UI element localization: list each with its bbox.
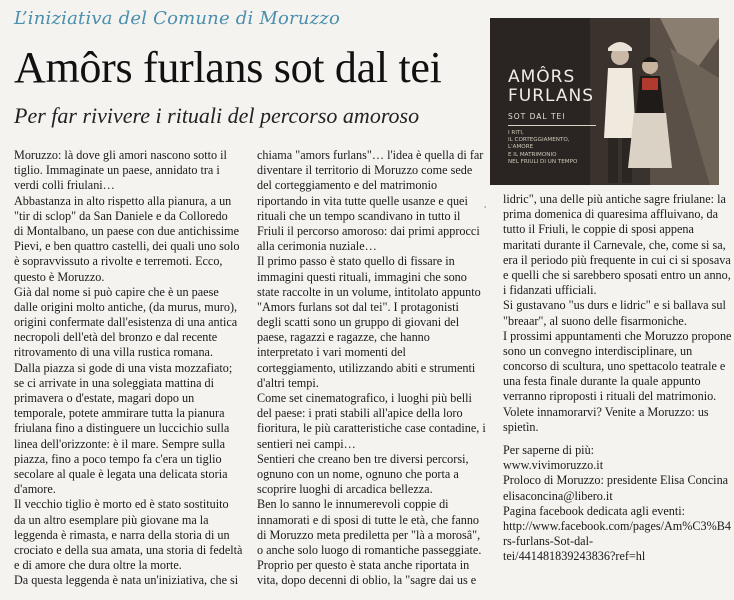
text-line: temporale, potete ammirare tutta la pianura [14, 406, 225, 421]
text-line: Si gustavano "us durs e lidric" e si ballava sul [503, 298, 726, 313]
text-line: primavera o d'estate, magari dopo un [14, 391, 195, 405]
text-line: http://www.facebook.com/pages/Am%C3%B4 [503, 518, 732, 533]
cover-desc-line: E IL MATRIMONIO [508, 151, 557, 158]
text-line: Pievi, e ben quattro castelli, dei quali uno solo [14, 239, 240, 254]
text-line: I prossimi appuntamenti che Moruzzo propone [503, 328, 732, 343]
info-spacer [503, 435, 731, 443]
text-line: Il vecchio tiglio è morto ed è stato sostituito [14, 497, 229, 512]
text-line: Come set cinematografico, i luoghi più belli [257, 391, 472, 405]
cover-subtitle: SOT DAL TEI [508, 112, 566, 121]
text-line: immagini questi rituali, immagini che sono [257, 269, 467, 284]
text-line: di Moruzzo meta prediletta per "là a morosâ", [257, 527, 481, 542]
text-line: linea dell'orizzonte: è il mare. Sempre sulla [14, 436, 225, 451]
text-line: dalle origini molto antiche, (da murus, muro), [14, 299, 238, 314]
text-line: degli scatti sono un gruppo di giovani del [257, 315, 460, 330]
text-line: Ben lo sanno le innumerevoli coppie di [257, 497, 449, 512]
text-line: i fidanzati ufficiali. [503, 283, 597, 298]
text-line: Da questa leggenda è nata un'iniziativa, che si [14, 573, 239, 588]
text-column-2 [257, 148, 487, 588]
cover-desc-line: NEL FRIULI DI UN TEMPO [508, 158, 578, 165]
text-line: del corteggiamento e del matrimonio [257, 178, 438, 193]
text-line: spietìn. [503, 419, 539, 434]
text-line: scoprire luoghi di arcadica bellezza. [257, 482, 433, 497]
text-line: Volete innamorarvi? Venite a Moruzzo: us [503, 404, 709, 419]
text-line: diventare il territorio di Moruzzo come sede [257, 163, 473, 178]
text-line: origini confermate dall'esistenza di una antica [14, 315, 238, 330]
text-line: innamorati e di sposi di tutte le età, che fanno [257, 512, 480, 527]
text-line: concorso di scultura, uno spettacolo teatrale e [503, 359, 726, 374]
text-column-3 [503, 192, 731, 565]
text-line: "breaar", al suono delle fisarmoniche. [503, 313, 687, 328]
cover-description [508, 130, 577, 166]
text-line: Moruzzo: là dove gli amori nascono sotto il [14, 148, 227, 162]
cover-title [508, 68, 594, 106]
text-line: necropoli dell'età del bronzo e dal recente [14, 330, 218, 345]
text-line: Friuli il percorso amoroso: dai primi approcci [257, 223, 480, 238]
text-line: vita, dopo decenni di oblio, la "sagre dai us e [257, 573, 477, 588]
text-line: tiglio. Immaginate un paese, annidato tra i [14, 163, 220, 178]
text-line: sentieri nei campi… [257, 436, 356, 451]
cover-divider [508, 125, 596, 126]
text-line: chiama "amors furlans"… l'idea è quella di far [257, 148, 484, 162]
text-line: friulana fino a distinguere un luccichio sulla [14, 421, 230, 436]
cover-title-line-2: FURLANS [508, 86, 595, 106]
article-headline: Amôrs furlans sot dal tei [14, 43, 442, 92]
section-kicker: L’iniziativa del Comune di Moruzzo [14, 8, 341, 29]
text-line: Già dal nome si può capire che è un paese [14, 284, 219, 299]
text-line: sono un convegno interdisciplinare, un [503, 343, 693, 358]
text-line: tutto il Friuli, le coppie di sposi appena [503, 222, 694, 237]
text-line: d'altri tempi. [257, 375, 319, 390]
text-line: "tir di sclop" da San Daniele e da Colloredo [14, 208, 228, 223]
text-line: crociato e della sua amata, una storia di fedeltà [14, 542, 243, 557]
text-line: prima domenica di quaresima affluivano, da [503, 207, 719, 222]
text-line: Dalla piazza si gode di una vista mozzafiato; [14, 360, 233, 375]
text-line: corteggiamento, utilizzando abiti e strumenti [257, 360, 476, 375]
text-line: verdi colli friulani… [14, 178, 115, 193]
cover-title-line-1: AMÔRS [508, 67, 576, 87]
text-line: rituali che un tempo scandivano in tutto il [257, 208, 461, 223]
text-line: o anche solo luogo di romantiche passeggiate. [257, 542, 482, 557]
text-line: se ci arrivate in una soleggiata mattina di [14, 375, 215, 390]
text-line: Proprio per questo è stata anche riportata in [257, 558, 470, 573]
text-line: interpretato i vari momenti del [257, 345, 406, 360]
text-line: verranno riproposti i rituali del matrimonio. [503, 389, 717, 404]
text-column-1 [14, 148, 244, 588]
text-line: elisaconcina@libero.it [503, 488, 613, 503]
cover-desc-line: I RITI, [508, 130, 524, 136]
text-line: rs-furlans-Sot-dal- [503, 534, 594, 549]
text-line: fioritura, le più caratteristiche case contadine, i [257, 421, 486, 436]
text-line: Proloco di Moruzzo: presidente Elisa Concina [503, 473, 729, 488]
text-line: da un altro esemplare più giovane ma la [14, 512, 209, 527]
text-line: una festa finale durante la quale appunto [503, 374, 701, 389]
text-line: paese, ragazzi e ragazze, che hanno [257, 330, 430, 345]
text-line: tei/441481839243836?ref=hl [503, 549, 646, 564]
text-line: maritati durante il Carnevale, che, come si sa, [503, 237, 726, 252]
cover-desc-line: IL CORTEGGIAMENTO, [508, 137, 570, 144]
text-line: questo è Moruzzo. [14, 269, 105, 284]
text-line: ritrovamento di una villa rustica romana. [14, 345, 213, 360]
text-line: ognuno con un nome, ognuno che porta a [257, 466, 459, 481]
article-subheadline: Per far rivivere i rituali del percorso amoroso [14, 103, 420, 128]
text-line: è sopravvissuto a rivolte e terremoti. Ecco, [14, 254, 223, 269]
text-line: di Montalbano, un paese con due antichissime [14, 223, 240, 238]
text-line: Sentieri che creano ben tre diversi percorsi, [257, 451, 469, 466]
text-line: Per saperne di più: [503, 443, 595, 457]
text-line: alla cerimonia nuziale… [257, 239, 377, 254]
text-line: Abbastanza in alto rispetto alla pianura, a un [14, 193, 232, 208]
text-line: Il primo passo è stato quello di fissare in [257, 254, 455, 269]
text-line: piazza, fino a poco tempo fa c'era un tiglio [14, 451, 222, 466]
text-line: riportando in vita tutte quelle usanze e quei [257, 193, 468, 208]
couple-photo [590, 18, 719, 185]
text-line: era il periodo più frequente in cui ci si sposava [503, 252, 731, 267]
text-line: e di amore che dura oltre la morte. [14, 558, 182, 573]
cover-desc-line: L'AMORE [508, 144, 534, 151]
text-line: state raccolte in un volume, intitolato appunto [257, 284, 481, 299]
stray-mark: ' [484, 205, 487, 214]
text-line: del paese: i prati stabili all'apice della loro [257, 406, 463, 421]
text-line: e quelli che si sarebbero sposati entro un anno, [503, 267, 731, 282]
text-line: secolare al quale è legata una delicata storia [14, 466, 228, 481]
text-line: d'amore. [14, 482, 56, 497]
text-line: Pagina facebook dedicata agli eventi: [503, 503, 686, 518]
book-cover-image [490, 18, 719, 185]
text-line: "Amors furlans sot dal tei". I protagonisti [257, 299, 459, 314]
text-line: www.vivimoruzzo.it [503, 458, 604, 473]
text-line: lidric", una delle più antiche sagre friulane: la [503, 192, 726, 206]
text-line: leggenda è rimasta, e narra della storia di un [14, 527, 230, 542]
